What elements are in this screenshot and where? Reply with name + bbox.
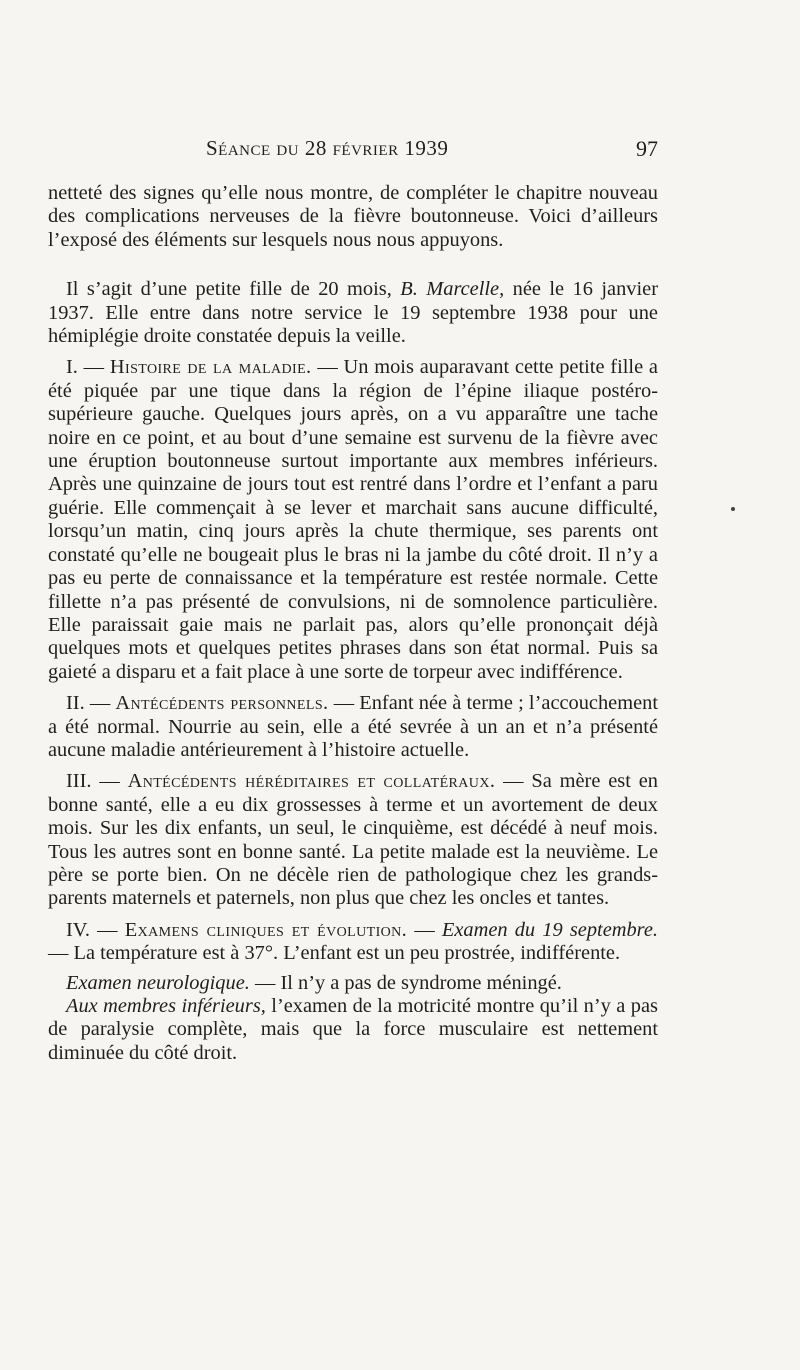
paragraph-neuro-exam [48, 972, 658, 995]
section-personal-history [48, 692, 658, 762]
section-history [48, 356, 658, 684]
body-text [48, 182, 658, 1065]
ink-speck [731, 507, 735, 511]
neuro-exam-text: — Il n’y a pas de syndrome méningé. [249, 971, 562, 994]
section-text: — Enfant née à terme ; l’accouchement a été normal. Nourrie au sein, elle a été sevrée à un an et n’a présenté aucune maladie antérieurement à l’histoire actuelle. [48, 692, 658, 761]
section-heading: Histoire de la maladie. [109, 356, 312, 379]
section-heading: Antécédents personnels. [115, 692, 329, 715]
section-number: III. — [66, 770, 128, 793]
page-number: 97 [636, 136, 658, 161]
intro-text-a: Il s’agit d’une petite fille de 20 mois, [66, 278, 401, 301]
intro-text-b: née le 16 janvier 1937. Elle entre dans notre service le 19 septembre 1938 pour une hémiplégie droite constatée depuis la veille. [48, 278, 658, 348]
section-heading: Examens cliniques et évolution. [124, 918, 408, 941]
section-text: — Un mois auparavant cette petite fille a été piquée par une tique dans la région de l’épine iliaque postéro-supérieure gauche. Quelques jours après, on a vu apparaître une tache noire en ce point, et au bout d’une semaine est survenu de la fièvre avec une éruption boutonneuse surtout importante aux membres inférieurs. Après une quinzaine de jours tout est rentré dans l’ordre et l’enfant a paru guérie. Elle commençait à se lever et marchait sans aucune difficulté, lorsqu’un matin, cinq jours après la chute thermique, ses parents ont constaté qu’elle ne bougeait plus le bras ni la jambe du côté droit. Il n’y a pas eu perte de connaissance et la température est restée normale. Cette fillette n’a pas présenté de convulsions, ni de somnolence particulière. Elle paraissait gaie mais ne parlait pas, alors qu’elle prononçait déjà quelques mots et quelques petites phrases dans son état normal. Puis sa gaieté a disparu et a fait place à une sorte de torpeur avec indifférence. [48, 356, 658, 683]
section-text: — Sa mère est en bonne santé, elle a eu dix grossesses à terme et un avortement de deux mois. Sur les dix enfants, un seul, le cinquième, est décédé à neuf mois. Tous les autres sont en bonne santé. La petite malade est la neuvième. Le père se porte bien. On ne décèle rien de pathologique chez les grands-parents maternels et paternels, non plus que chez les oncles et tantes. [48, 770, 658, 910]
section-clinical-exams [48, 919, 658, 966]
running-head [48, 136, 658, 166]
paragraph-continuation: netteté des signes qu’elle nous montre, de compléter le chapitre nouveau des complications nerveuses de la fièvre boutonneuse. Voici d’ailleurs l’exposé des éléments sur lesquels nous nous appuyons. [48, 182, 658, 251]
paragraph-lower-limbs [48, 995, 658, 1065]
section-number: I. — [66, 356, 110, 379]
section-text: — La température est à 37°. L’enfant est un peu prostrée, indifférente. [48, 942, 621, 965]
exam-date: Examen du 19 septembre. [441, 918, 658, 941]
section-number: IV. — [66, 918, 125, 941]
patient-name: B. Marcelle, [400, 278, 505, 301]
section-separator: — [407, 918, 442, 941]
neuro-exam-label: Examen neurologique. [66, 971, 250, 994]
section-family-history [48, 770, 658, 910]
section-heading: Antécédents héréditaires et collatéraux. [127, 770, 496, 793]
paragraph-patient-intro [48, 278, 658, 348]
section-number: II. — [66, 692, 116, 715]
lower-limbs-label: Aux membres inférieurs, [66, 995, 266, 1017]
running-head-title: Séance du 28 février 1939 [206, 136, 449, 160]
lower-limbs-text: l’examen de la motricité montre qu’il n’y a pas de paralysie complète, mais que la force musculaire est nettement diminuée du côté droit. [48, 995, 658, 1064]
